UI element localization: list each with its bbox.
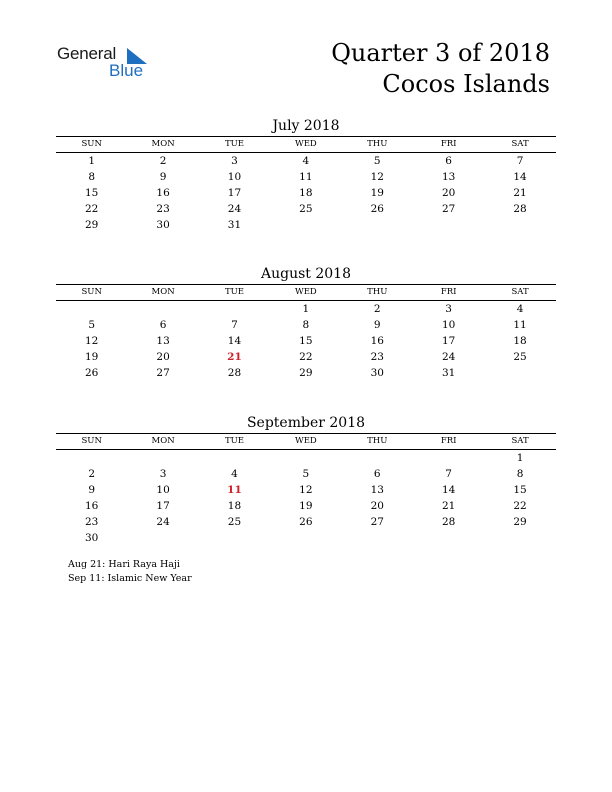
weekday-label: SUN — [81, 436, 102, 446]
day-cell — [413, 450, 484, 466]
day-cell: 15 — [85, 187, 99, 199]
day-cell: 26 — [299, 516, 313, 528]
logo-general-text: General — [57, 44, 117, 63]
week-row — [56, 153, 556, 169]
day-cell: 6 — [159, 319, 167, 331]
day-cell: 23 — [370, 351, 384, 363]
title-country: Cocos Islands — [382, 70, 550, 98]
day-cell: 1 — [302, 303, 310, 315]
calendar-grid — [56, 284, 556, 381]
day-cell: 1 — [516, 452, 524, 464]
weekday-label: WED — [294, 139, 317, 149]
weekday-label: MON — [151, 287, 175, 297]
day-cell: 11 — [513, 319, 527, 331]
day-cell: 25 — [299, 203, 313, 215]
day-cell: 23 — [156, 203, 170, 215]
day-cell — [199, 530, 270, 546]
logo — [57, 44, 157, 80]
day-cell: 14 — [227, 335, 242, 347]
day-cell — [342, 450, 413, 466]
day-cell: 23 — [85, 516, 99, 528]
day-cell: 27 — [370, 516, 384, 528]
month-title: July 2018 — [272, 118, 340, 134]
day-cell: 24 — [441, 351, 456, 363]
weekday-label: FRI — [440, 436, 457, 446]
weekday-header-row — [56, 137, 556, 153]
day-cell: 5 — [302, 468, 310, 480]
weekday-label: WED — [294, 287, 317, 297]
weekday-label: THU — [367, 287, 388, 297]
day-cell: 11 — [299, 171, 313, 183]
day-cell: 26 — [85, 367, 99, 379]
page-title — [331, 38, 550, 100]
day-cell: 16 — [156, 187, 170, 199]
month-title: September 2018 — [246, 415, 366, 431]
day-cell: 27 — [156, 367, 170, 379]
week-row — [56, 349, 556, 365]
day-cell: 18 — [299, 187, 313, 199]
day-cell — [56, 450, 127, 466]
week-row — [56, 201, 556, 217]
day-cell: 16 — [370, 335, 384, 347]
week-row — [56, 530, 556, 546]
day-cell — [484, 530, 555, 546]
day-cell: 19 — [85, 351, 99, 363]
day-cell: 21 — [513, 187, 527, 199]
month-title: August 2018 — [261, 266, 351, 282]
day-cell: 28 — [227, 367, 242, 379]
week-row — [56, 482, 556, 498]
day-cell: 29 — [513, 516, 527, 528]
day-cell: 8 — [516, 468, 524, 480]
day-cell: 6 — [445, 155, 452, 167]
day-cell: 2 — [373, 303, 381, 315]
calendar-grid — [56, 433, 556, 546]
day-cell: 24 — [156, 516, 170, 528]
holiday-note: Sep 11: Islamic New Year — [68, 573, 192, 584]
day-cell: 10 — [156, 484, 170, 496]
holiday-notes — [68, 558, 192, 586]
day-cell: 31 — [441, 367, 456, 379]
day-cell: 25 — [227, 516, 242, 528]
weekday-header-row — [56, 285, 556, 301]
holiday-note: Aug 21: Hari Raya Haji — [68, 559, 180, 570]
day-cell: 8 — [88, 171, 96, 183]
day-cell: 17 — [156, 500, 170, 512]
weekday-label: TUE — [224, 287, 244, 297]
day-cell: 14 — [441, 484, 456, 496]
week-row — [56, 317, 556, 333]
day-cell — [413, 217, 484, 233]
day-cell: 19 — [370, 187, 384, 199]
day-cell: 20 — [441, 187, 456, 199]
day-cell — [413, 530, 484, 546]
week-row — [56, 333, 556, 349]
day-cell — [270, 217, 341, 233]
day-cell: 2 — [88, 468, 96, 480]
day-cell: 3 — [159, 468, 167, 480]
day-cell: 13 — [370, 484, 384, 496]
weekday-label: MON — [151, 436, 175, 446]
day-cell: 2 — [159, 155, 167, 167]
day-cell — [342, 530, 413, 546]
day-cell: 16 — [85, 500, 99, 512]
day-cell: 21 — [441, 500, 456, 512]
weekday-label: WED — [294, 436, 317, 446]
weekday-label: TUE — [224, 436, 244, 446]
holiday-day-cell: 21 — [227, 351, 242, 363]
day-cell — [342, 217, 413, 233]
day-cell: 25 — [513, 351, 527, 363]
weekday-label: THU — [367, 436, 388, 446]
day-cell: 31 — [227, 219, 242, 231]
day-cell: 1 — [88, 155, 96, 167]
day-cell: 4 — [231, 468, 238, 480]
calendar-grid — [56, 136, 556, 233]
day-cell: 13 — [156, 335, 170, 347]
day-cell: 15 — [299, 335, 313, 347]
day-cell: 12 — [85, 335, 99, 347]
month-september — [56, 413, 556, 546]
week-row — [56, 301, 556, 317]
week-row — [56, 466, 556, 482]
day-cell: 30 — [370, 367, 384, 379]
day-cell: 29 — [85, 219, 99, 231]
weekday-label: SAT — [511, 287, 529, 297]
weekday-label: FRI — [440, 287, 457, 297]
day-cell: 6 — [373, 468, 381, 480]
day-cell — [270, 450, 341, 466]
day-cell — [127, 530, 198, 546]
day-cell: 9 — [88, 484, 96, 496]
day-cell: 22 — [513, 500, 527, 512]
day-cell — [484, 365, 555, 381]
logo-blue-text: Blue — [109, 61, 144, 80]
week-row — [56, 169, 556, 185]
holiday-day-cell: 11 — [227, 484, 242, 496]
day-cell — [127, 450, 198, 466]
day-cell: 18 — [227, 500, 242, 512]
day-cell: 15 — [513, 484, 527, 496]
day-cell: 30 — [156, 219, 170, 231]
day-cell: 22 — [85, 203, 99, 215]
weekday-label: MON — [151, 139, 175, 149]
day-cell: 5 — [88, 319, 96, 331]
day-cell: 28 — [513, 203, 527, 215]
title-quarter: Quarter 3 of 2018 — [331, 39, 550, 67]
month-august — [56, 264, 556, 381]
day-cell: 10 — [227, 171, 242, 183]
day-cell: 10 — [441, 319, 456, 331]
day-cell — [270, 530, 341, 546]
weekday-label: SUN — [81, 139, 102, 149]
weekday-label: SAT — [511, 139, 529, 149]
day-cell: 24 — [227, 203, 242, 215]
day-cell: 4 — [516, 303, 524, 315]
day-cell — [56, 301, 127, 317]
day-cell — [199, 301, 270, 317]
day-cell: 3 — [231, 155, 238, 167]
week-row — [56, 217, 556, 233]
day-cell — [484, 217, 555, 233]
week-row — [56, 185, 556, 201]
weekday-label: TUE — [224, 139, 244, 149]
day-cell: 29 — [299, 367, 313, 379]
week-row — [56, 498, 556, 514]
day-cell: 20 — [370, 500, 384, 512]
day-cell: 3 — [445, 303, 452, 315]
day-cell: 7 — [231, 319, 238, 331]
weekday-label: THU — [367, 139, 388, 149]
day-cell: 7 — [516, 155, 524, 167]
day-cell: 5 — [373, 155, 381, 167]
day-cell: 12 — [299, 484, 313, 496]
week-row — [56, 365, 556, 381]
week-row — [56, 450, 556, 466]
day-cell: 19 — [299, 500, 313, 512]
day-cell: 9 — [373, 319, 381, 331]
week-row — [56, 514, 556, 530]
day-cell: 30 — [85, 532, 99, 544]
day-cell: 4 — [302, 155, 310, 167]
day-cell — [127, 301, 198, 317]
weekday-header-row — [56, 434, 556, 450]
day-cell: 22 — [299, 351, 313, 363]
day-cell: 18 — [513, 335, 527, 347]
day-cell: 7 — [445, 468, 452, 480]
month-july — [56, 116, 556, 233]
day-cell: 9 — [159, 171, 167, 183]
day-cell: 20 — [156, 351, 170, 363]
day-cell — [199, 450, 270, 466]
day-cell: 13 — [441, 171, 456, 183]
day-cell: 12 — [370, 171, 384, 183]
day-cell: 27 — [441, 203, 456, 215]
weekday-label: SAT — [511, 436, 529, 446]
day-cell: 14 — [513, 171, 527, 183]
day-cell: 28 — [441, 516, 456, 528]
weekday-label: SUN — [81, 287, 102, 297]
day-cell: 8 — [302, 319, 310, 331]
weekday-label: FRI — [440, 139, 457, 149]
day-cell: 17 — [227, 187, 242, 199]
day-cell: 26 — [370, 203, 384, 215]
day-cell: 17 — [441, 335, 456, 347]
